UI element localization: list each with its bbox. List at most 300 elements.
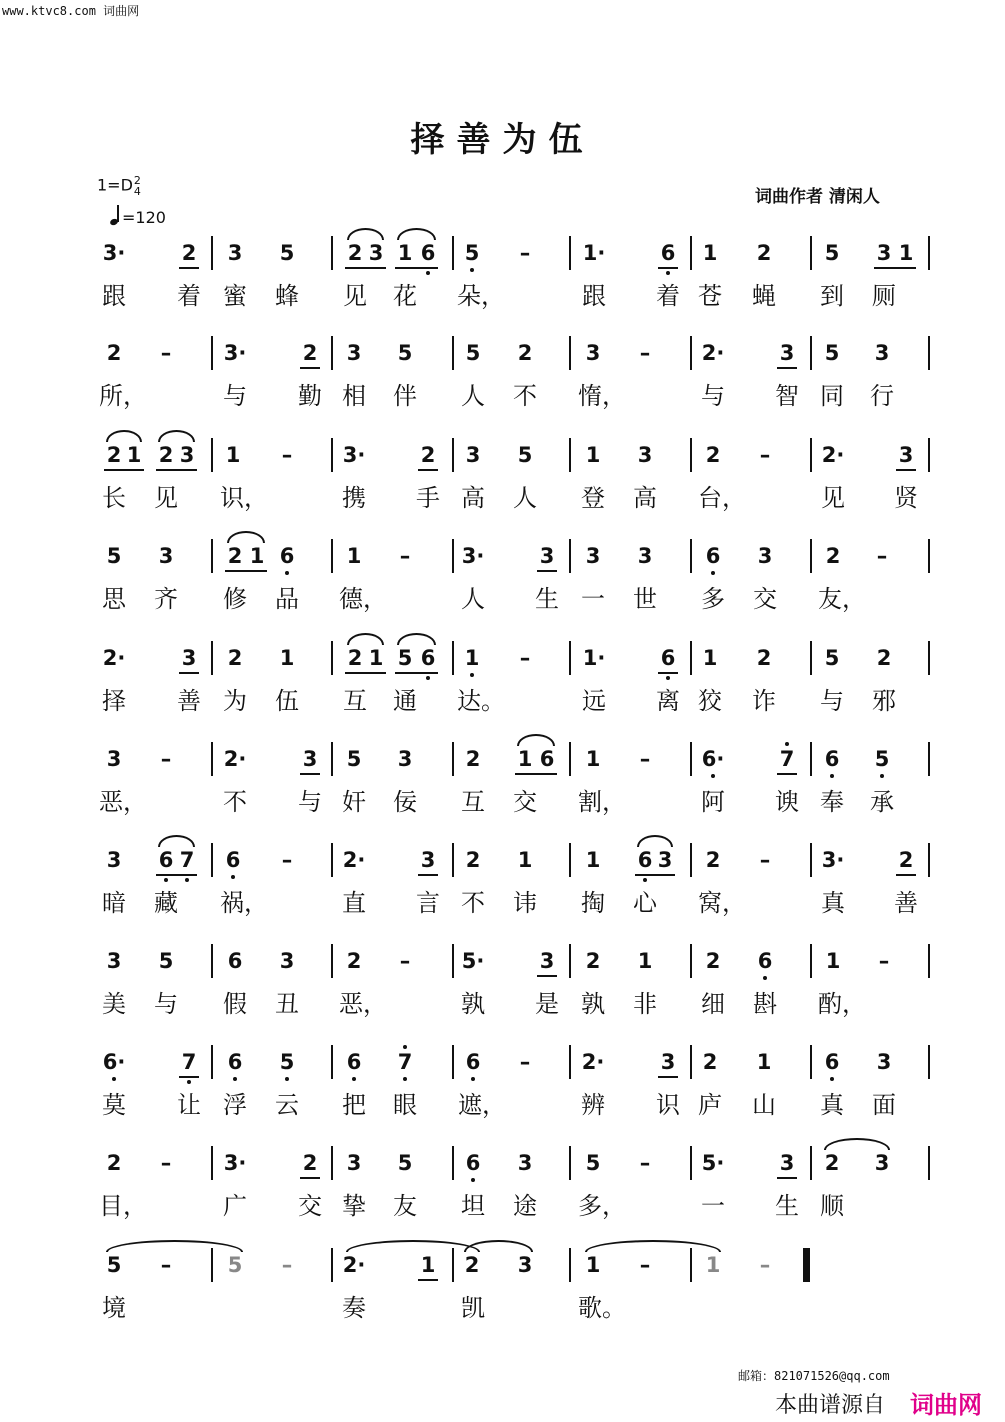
note: 3 [227,241,243,265]
note: 1 [898,241,914,265]
lyric: 多 [701,585,725,613]
lyric: 善 [894,889,918,917]
note: – [759,443,771,467]
lyric: 友 [393,1192,417,1220]
note: 1 [225,443,241,467]
note: – [160,747,172,771]
slur [158,430,195,442]
note: 3 [517,1253,533,1277]
lyric: 生 [775,1192,799,1220]
bar-line [331,336,333,370]
note: 3 [876,1050,892,1074]
eighth-underline [179,672,199,674]
octave-dot-below [643,878,647,882]
note: 5 [824,341,840,365]
footer-brand: 词曲网 [910,1391,982,1419]
note: 6 [227,1050,243,1074]
note: 3 [420,848,436,872]
bar-line [690,641,692,675]
bar-line [452,641,454,675]
note: 2 [585,949,601,973]
bar-line [569,1248,571,1282]
bar-line [928,944,930,978]
bar-line [569,1146,571,1180]
lyric: 跟 [582,282,606,310]
note: 2 [302,341,318,365]
eighth-underline [896,874,916,876]
note: 7 [397,1050,413,1074]
note: 1 [585,747,601,771]
note: 5· [461,949,485,973]
note: 3 [106,949,122,973]
bar-line [690,742,692,776]
lyric: 行 [870,382,894,410]
octave-dot-below [711,774,715,778]
lyric: 友， [818,585,866,613]
note: 1· [582,241,606,265]
lyric: 着 [656,282,680,310]
note: 5 [464,241,480,265]
note: 3 [368,241,384,265]
lyric: 美 [102,990,126,1018]
lyric: 思 [102,585,126,613]
bar-line [690,438,692,472]
note: 5· [701,1151,725,1175]
note: 2· [102,646,126,670]
final-bar-thick [805,1248,810,1282]
lyric: 窝， [698,889,746,917]
note: 5 [824,646,840,670]
lyric: 所， [99,382,147,410]
eighth-underline [418,469,438,471]
lyric: 掏 [581,889,605,917]
lyric: 庐 [698,1091,722,1119]
note: 3 [158,544,174,568]
note: – [759,1253,771,1277]
bar-line [211,1045,213,1079]
note: 2 [227,544,243,568]
octave-dot-below [187,1080,191,1084]
lyric: 达。 [457,687,505,715]
octave-dot-below [666,676,670,680]
octave-dot-below [231,875,235,879]
note: 5 [346,747,362,771]
lyric: 阿 [701,788,725,816]
note: – [876,544,888,568]
octave-dot-below [233,1077,237,1081]
octave-dot-below [830,774,834,778]
lyric: 世 [633,585,657,613]
slur [158,835,195,847]
note: 5 [397,341,413,365]
lyric: 奏 [342,1294,366,1322]
note: 3 [757,544,773,568]
bar-line [810,843,812,877]
bar-line [211,944,213,978]
lyric: 挚 [342,1192,366,1220]
lyric: 心 [633,889,657,917]
note: – [519,646,531,670]
note: 2 [227,646,243,670]
note: 5 [106,544,122,568]
lyric: 厕 [872,282,896,310]
note: 3 [637,443,653,467]
footer-email: 邮箱：821071526@qq.com [738,1369,890,1383]
lyric: 勤 [298,382,322,410]
lyric: 真 [821,889,845,917]
lyric: 谀 [775,788,799,816]
lyric: 狡 [698,687,722,715]
bar-line [569,438,571,472]
bar-line [211,641,213,675]
lyric: 奸 [342,788,366,816]
note: 5 [465,341,481,365]
octave-dot-below [426,271,430,275]
lyric: 互 [461,788,485,816]
note: 2 [347,646,363,670]
slur [585,1240,721,1252]
note: 3· [102,241,126,265]
octave-dot-below [763,976,767,980]
lyric: 途 [513,1192,537,1220]
lyric: 花 [393,282,417,310]
note: 5 [874,747,890,771]
lyric: 恶， [99,788,147,816]
eighth-underline [156,874,197,876]
lyric: 与 [223,382,247,410]
note: 1 [517,848,533,872]
note: – [399,544,411,568]
octave-dot-above [403,1045,407,1049]
lyric: 佞 [393,788,417,816]
lyric: 惰， [578,382,626,410]
lyric: 长 [102,484,126,512]
lyric: 孰 [581,990,605,1018]
bar-line [928,336,930,370]
octave-dot-below [164,878,168,882]
lyric: 一 [701,1192,725,1220]
octave-dot-below [471,1178,475,1182]
note: 3 [779,1151,795,1175]
eighth-underline [777,1177,797,1179]
note: 3 [898,443,914,467]
lyric: 莫 [102,1091,126,1119]
eighth-underline [179,267,199,269]
bar-line [569,1045,571,1079]
note: 3 [539,949,555,973]
lyric: 登 [581,484,605,512]
bar-line [331,438,333,472]
note: 2· [581,1050,605,1074]
bar-line [211,742,213,776]
bar-line [690,236,692,270]
bar-line [569,742,571,776]
note: 6 [420,646,436,670]
note: 6 [824,747,840,771]
lyric: 蜂 [275,282,299,310]
bar-line [452,742,454,776]
lyric: 目， [99,1192,147,1220]
note: 2 [181,241,197,265]
note: 2 [705,949,721,973]
lyric: 苍 [698,282,722,310]
lyric: 交 [513,788,537,816]
lyric: 携 [342,484,366,512]
lyric: 智 [775,382,799,410]
note: 3 [585,341,601,365]
note: 2· [701,341,725,365]
note: – [639,1253,651,1277]
note: 1 [249,544,265,568]
bar-line [928,1146,930,1180]
bar-line [690,1045,692,1079]
note: 1 [705,1253,721,1277]
note: 5 [279,241,295,265]
eighth-underline [635,874,675,876]
note: 5 [585,1151,601,1175]
note: 5 [824,241,840,265]
note: 2 [756,241,772,265]
lyric: 高 [461,484,485,512]
lyric: 朵， [457,282,505,310]
watermark: www.ktvc8.com 词曲网 [2,4,140,18]
bar-line [810,641,812,675]
lyric: 生 [535,585,559,613]
lyric: 山 [752,1091,776,1119]
bar-line [452,1146,454,1180]
note: 2· [342,1253,366,1277]
lyric: 善 [177,687,201,715]
bar-line [690,944,692,978]
note: 3 [302,747,318,771]
lyric: 德， [339,585,387,613]
note: 6 [824,1050,840,1074]
lyric: 交 [298,1192,322,1220]
octave-dot-below [403,1077,407,1081]
note: 3 [517,1151,533,1175]
lyric: 不 [223,788,247,816]
note: 7 [179,848,195,872]
slur [347,633,384,645]
note: – [281,443,293,467]
lyric: 见 [821,484,845,512]
note: 6 [158,848,174,872]
bar-line [211,1146,213,1180]
bar-line [928,1045,930,1079]
note: – [399,949,411,973]
note: 6 [465,1050,481,1074]
eighth-underline [896,469,916,471]
lyric: 交 [753,585,777,613]
note: 3 [874,341,890,365]
bar-line [211,843,213,877]
bar-line [331,742,333,776]
octave-dot-below [470,673,474,677]
bar-line [569,336,571,370]
lyric: 奉 [820,788,844,816]
lyric: 凯 [461,1294,485,1322]
bar-line [928,539,930,573]
lyric: 暗 [102,889,126,917]
bar-line [569,641,571,675]
eighth-underline [300,1177,320,1179]
bar-line [569,539,571,573]
note: 2 [464,1253,480,1277]
eighth-underline [658,1076,678,1078]
author-credit: 词曲作者 清闲人 [755,187,880,207]
lyric: 直 [342,889,366,917]
note: – [639,1151,651,1175]
note: 2 [825,544,841,568]
note: 3 [346,341,362,365]
octave-dot-below [352,1077,356,1081]
note: 5 [517,443,533,467]
octave-dot-below [112,1077,116,1081]
lyric: 辨 [581,1091,605,1119]
note: 2· [223,747,247,771]
note: – [519,1050,531,1074]
bar-line [211,438,213,472]
lyric: 境 [102,1294,126,1322]
octave-dot-below [426,676,430,680]
lyric: 把 [342,1091,366,1119]
note: 1· [582,646,606,670]
bar-line [452,438,454,472]
lyric: 假 [223,990,247,1018]
lyric: 面 [872,1091,896,1119]
lyric: 细 [701,990,725,1018]
note: 6 [660,241,676,265]
note: 6 [346,1050,362,1074]
lyric: 贤 [894,484,918,512]
note: 3 [657,848,673,872]
bar-line [690,1248,692,1282]
bar-line [690,336,692,370]
bar-line [452,336,454,370]
note: 2 [106,341,122,365]
lyric: 斟 [753,990,777,1018]
note: 2 [465,747,481,771]
octave-dot-below [285,1077,289,1081]
note: 3 [465,443,481,467]
note: 1 [702,646,718,670]
lyric: 与 [298,788,322,816]
lyric: 通 [393,687,417,715]
note: – [639,747,651,771]
eighth-underline [300,367,320,369]
bar-line [928,843,930,877]
note: 2 [756,646,772,670]
lyric: 不 [513,382,537,410]
bar-line [928,641,930,675]
lyric: 让 [177,1091,201,1119]
note: 1 [637,949,653,973]
lyric: 与 [701,382,725,410]
bar-line [690,1146,692,1180]
bar-line [211,236,213,270]
note: 5 [227,1253,243,1277]
eighth-underline [874,267,916,269]
eighth-underline [179,1076,199,1078]
lyric: 识， [220,484,268,512]
eighth-underline [658,672,678,674]
note: 2· [821,443,845,467]
slur [517,734,555,746]
octave-dot-above [785,742,789,746]
note: 3· [461,544,485,568]
bar-line [810,539,812,573]
lyric: 不 [461,889,485,917]
lyric: 歌。 [578,1294,626,1322]
lyric: 与 [154,990,178,1018]
lyric: 遮， [458,1091,506,1119]
lyric: 诈 [752,687,776,715]
note: 3 [181,646,197,670]
bar-line [452,1045,454,1079]
note: 6 [420,241,436,265]
note: 3 [346,1151,362,1175]
lyric: 人 [513,484,537,512]
note: 2 [106,1151,122,1175]
bar-line [331,843,333,877]
note: 6 [637,848,653,872]
lyric: 孰 [461,990,485,1018]
note: 3 [106,848,122,872]
note: 5 [158,949,174,973]
note: 6 [539,747,555,771]
note: 6 [227,949,243,973]
note: 2 [158,443,174,467]
note: 3 [106,747,122,771]
eighth-underline [395,267,438,269]
octave-dot-below [285,571,289,575]
lyric: 多， [578,1192,626,1220]
note: 6· [701,747,725,771]
bar-line [331,944,333,978]
eighth-underline [395,672,438,674]
note: 3· [223,341,247,365]
octave-dot-below [666,271,670,275]
slur [397,228,436,240]
note: 1 [346,544,362,568]
lyric: 人 [461,382,485,410]
lyric: 蜜 [223,282,247,310]
note: 5 [397,1151,413,1175]
eighth-underline [658,267,678,269]
bar-line [331,1146,333,1180]
lyric: 离 [656,687,680,715]
note: 2 [705,443,721,467]
eighth-underline [345,267,386,269]
lyric: 远 [582,687,606,715]
key-signature [97,175,141,197]
time-signature [134,175,141,197]
lyric: 恶， [339,990,387,1018]
lyric: 与 [820,687,844,715]
note: 3 [179,443,195,467]
footer-source: 本曲谱源自 [775,1393,886,1418]
note: 1 [368,646,384,670]
slur [464,1240,533,1252]
lyric: 互 [343,687,367,715]
lyric: 邪 [872,687,896,715]
tempo-value: =120 [122,208,166,227]
note: 3 [779,341,795,365]
note: 6 [705,544,721,568]
lyric: 酌， [818,990,866,1018]
lyric: 手 [416,484,440,512]
lyric: 言 [416,889,440,917]
